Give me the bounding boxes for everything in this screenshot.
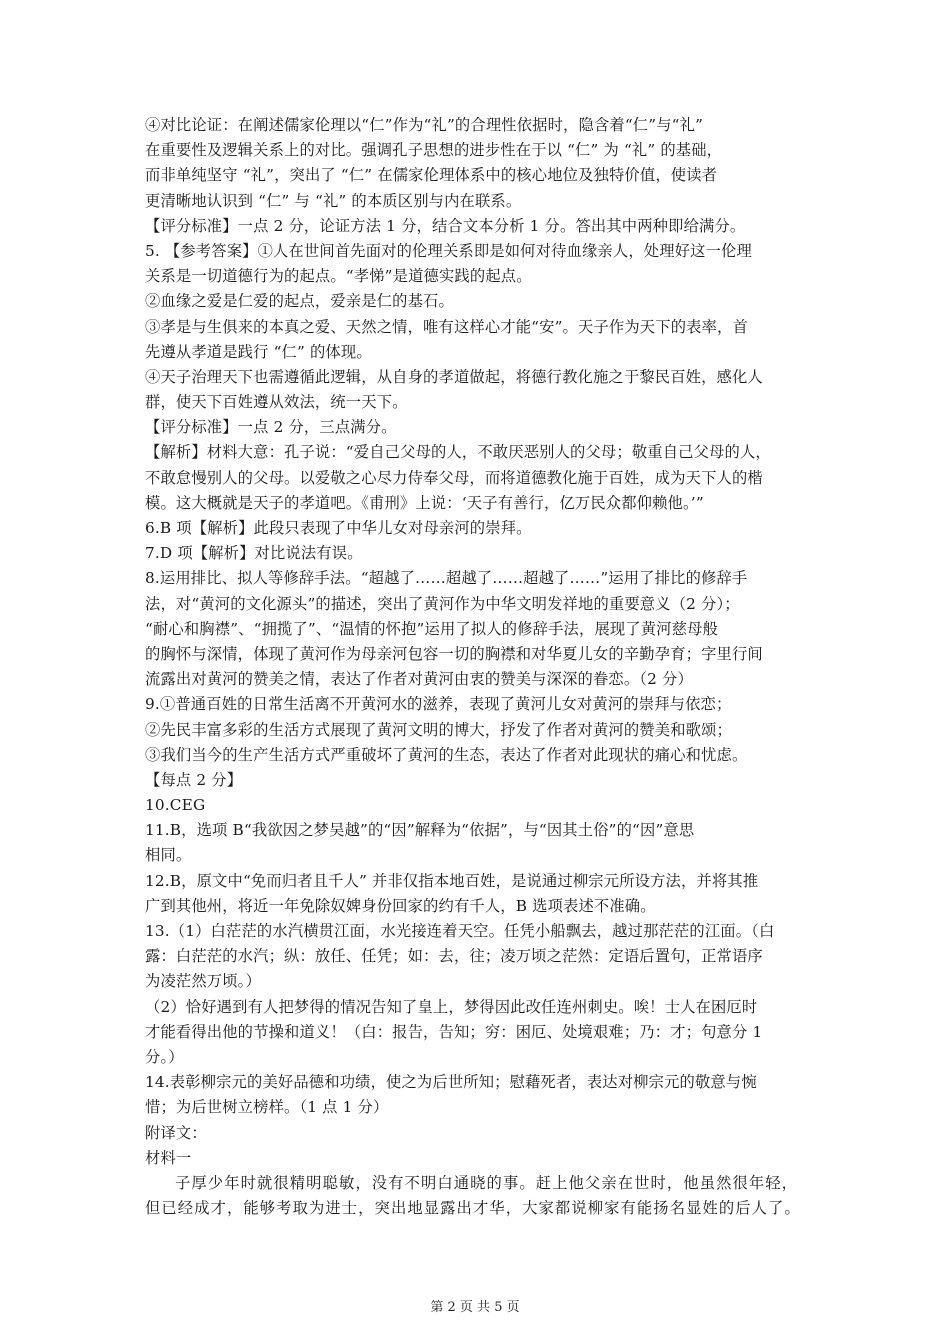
text-line: 而非单纯坚守 “礼”，突出了 “仁” 在儒家伦理体系中的核心地位及独特价值，使读者 [145, 166, 718, 185]
text-line: （2）恰好遇到有人把梦得的情况告知了皇上，梦得因此改任连州刺史。唉！士人在困厄时 [145, 997, 758, 1016]
text-line: 5. 【参考答案】①人在世间首先面对的伦理关系即是如何对待血缘亲人，处理好这一伦理 [145, 241, 752, 260]
text-line: 关系是一切道德行为的起点。“孝悌”是道德实践的起点。 [145, 267, 532, 286]
text-line: 惜；为后世树立榜样。（1 点 1 分） [145, 1098, 389, 1117]
text-line: 先遵从孝道是践行 “仁” 的体现。 [145, 342, 372, 361]
text-line: 才能看得出他的节操和道义！（白：报告，告知；穷：困厄、处境艰难；乃：才；句意分 1 [145, 1022, 763, 1041]
text-line: 法，对“黄河的文化源头”的描述，突出了黄河作为中华文明发祥地的重要意义（2 分）； [145, 594, 740, 613]
text-line: 群，使天下百姓遵从效法，统一天下。 [145, 393, 408, 412]
text-line: 的胸怀与深情，体现了黄河作为母亲河包容一切的胸襟和对华夏儿女的辛勤孕育；字里行间 [145, 644, 763, 663]
text-line: 材料一 [145, 1148, 192, 1167]
text-line: 分。） [145, 1047, 184, 1066]
text-line: 12.B，原文中“免而归者且千人” 并非仅指本地百姓，是说通过柳宗元所设方法，并将其推 [145, 871, 759, 890]
text-line: ②先民丰富多彩的生活方式展现了黄河文明的博大，抒发了作者对黄河的赞美和歌颂； [145, 720, 732, 739]
answer-key-content [145, 113, 810, 1221]
text-line: 9.①普通百姓的日常生活离不开黄河水的滋养，表现了黄河儿女对黄河的崇拜与依恋； [145, 695, 732, 714]
text-line: ③孝是与生俱来的本真之爱、天然之情，唯有这样心才能“安”。天子作为天下的表率，首 [145, 317, 748, 336]
page-number: 第 2 页 共 5 页 [430, 1300, 520, 1315]
text-line: 流露出对黄河的赞美之情，表达了作者对黄河由衷的赞美与深深的眷恋。（2 分） [145, 670, 693, 689]
text-line: ②血缘之爱是仁爱的起点，爱亲是仁的基石。 [145, 292, 454, 311]
text-line: 【评分标准】一点 2 分，三点满分。 [145, 418, 397, 437]
text-line: 13.（1）白茫茫的水汽横贯江面，水光接连着天空。任凭小船飘去，越过那茫茫的江面。（白 [145, 922, 775, 940]
text-line: 10.CEG [145, 796, 206, 815]
text-line: 【每点 2 分】 [145, 770, 243, 789]
text-line: ④天子治理天下也需遵循此逻辑，从自身的孝道做起，将德行教化施之于黎民百姓，感化人 [145, 367, 763, 386]
text-line: 附译文： [145, 1123, 207, 1142]
text-line: 相同。 [145, 846, 192, 865]
text-line: “耐心和胸襟”、“拥揽了”、“温情的怀抱”运用了拟人的修辞手法，展现了黄河慈母般 [145, 619, 719, 638]
text-line: 露：白茫茫的水汽；纵：放任、任凭；如：去，往；凌万顷之茫然：定语后置句，正常语序 [145, 947, 763, 966]
text-line: 11.B，选项 B“我欲因之梦吴越”的“因”解释为“依据”，与“因其土俗”的“因”意思 [145, 821, 695, 840]
text-line: 不敢怠慢别人的父母。以爱敬之心尽力侍奉父母，而将道德教化施于百姓，成为天下人的楷 [145, 468, 763, 487]
text-line: 模。这大概就是天子的孝道吧。《甫刑》上说：‘天子有善行，亿万民众都仰赖他。’” [145, 493, 704, 512]
text-line: ③我们当今的生产生活方式严重破坏了黄河的生态，表达了作者对此现状的痛心和忧虑。 [145, 745, 748, 764]
translation-paragraph [145, 1171, 810, 1221]
text-line: 【解析】材料大意：孔子说：“爱自己父母的人，不敢厌恶别人的父母；敬重自己父母的人， [145, 443, 771, 462]
text-line: ④对比论证：在阐述儒家伦理以“仁”作为“礼”的合理性依据时，隐含着“仁”与“礼” [145, 116, 704, 134]
text-line: 更清晰地认识到 “仁” 与 “礼” 的本质区别与内在联系。 [145, 191, 522, 210]
text-line: 广到其他州，将近一年免除奴婢身份回家的约有千人，B 选项表述不准确。 [145, 896, 656, 915]
text-line: 在重要性及逻辑关系上的对比。强调孔子思想的进步性在于以 “仁” 为 “礼” 的基础， [145, 141, 723, 160]
translation-line: 但已经成才，能够考取为进士，突出地显露出才华，大家都说柳家有能扬名显姓的后人了。 [145, 1199, 801, 1218]
text-line: 6.B 项【解析】此段只表现了中华儿女对母亲河的崇拜。 [145, 519, 532, 537]
text-line: 【评分标准】一点 2 分，论证方法 1 分，结合文本分析 1 分。答出其中两种即给满分。 [145, 216, 746, 235]
translation-line: 子厚少年时就很精明聪敏，没有不明白通晓的事。赶上他父亲在世时，他虽然很年轻， [175, 1173, 799, 1192]
text-line: 14.表彰柳宗元的美好品德和功绩，使之为后世所知；慰藉死者，表达对柳宗元的敬意与惋 [145, 1073, 757, 1092]
text-line: 为凌茫然万顷。） [145, 972, 261, 991]
text-line: 8.运用排比、拟人等修辞手法。“超越了……超越了……超越了……”运用了排比的修辞手 [145, 569, 748, 588]
text-line: 7.D 项【解析】对比说法有误。 [145, 544, 363, 563]
